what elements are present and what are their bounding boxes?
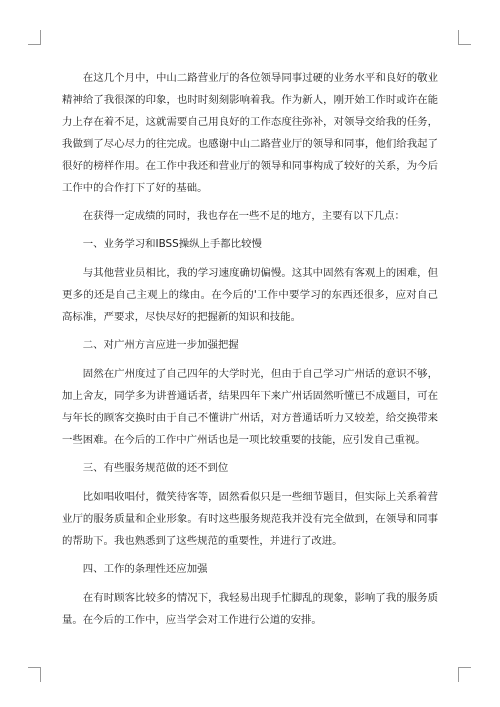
section-heading-1: 一、业务学习和IBSS操纵上手都比较慢 [82,238,262,250]
page-corner-mark-top-left [28,30,41,45]
paragraph-shortcomings-intro: 在获得一定成绩的同时，我也存在一些不足的地方，主要有以下几点： [82,210,405,222]
paragraph-section-2: 固然在广州度过了自己四年的大学时光，但由于自己学习广州话的意识不够，加上舍友，同学多为讲普通话者，结果四年下来广州话固然听懂已不成题目，可在与年长的顾客交换时由于自己不懂讲广州话，对方普通话听力又较差，给交换带来一些困难。在今后的工作中广州话也是一项比较重要的技能，应引发自己重视。 [62,368,438,446]
page-corner-mark-bottom-right [458,667,471,682]
section-heading-4: 四、工作的条理性还应加强 [82,563,208,575]
document-body [62,67,438,631]
section-heading-2: 二、对广州方言应进一步加强把握 [82,339,239,351]
paragraph-section-3: 比如唱收唱付，微笑待客等，固然看似只是一些细节题目，但实际上关系着营业厅的服务质量和企业形象。有时这些服务规范我并没有完全做到，在领导和同事的帮助下。我也熟悉到了这些规范的重要性，并进行了改进。 [62,491,438,547]
page-corner-mark-top-right [458,30,471,45]
section-heading-3: 三、有些服务规范做的还不到位 [82,462,229,474]
paragraph-section-1: 与其他营业员相比，我的学习速度确切偏慢。这其中固然有客观上的困难，但更多的还是自己主观上的缘由。在今后的'工作中要学习的东西还很多，应对自己高标准，严要求，尽快尽好的把握新的知识和技能。 [62,267,438,323]
page-corner-mark-bottom-left [28,667,41,682]
paragraph-intro: 在这几个月中，中山二路营业厅的各位领导同事过硬的业务水平和良好的敬业精神给了我很深的印象，也时时刻刻影响着我。作为新人，刚开始工作时或许在能力上存在着不足，这就需要自己用良好的工作态度往弥补，对领导交给我的任务，我做到了尽心尽力的往完成。也感谢中山二路营业厅的领导和同事，他们给我起了很好的榜样作用。在工作中我还和营业厅的领导和同事构成了较好的关系，为今后工作中的合作打下了好的基础。 [62,72,438,194]
paragraph-section-4: 在有时顾客比较多的情况下，我轻易出现手忙脚乱的现象，影响了我的服务质量。在今后的工作中，应当学会对工作进行公道的安排。 [62,592,438,626]
